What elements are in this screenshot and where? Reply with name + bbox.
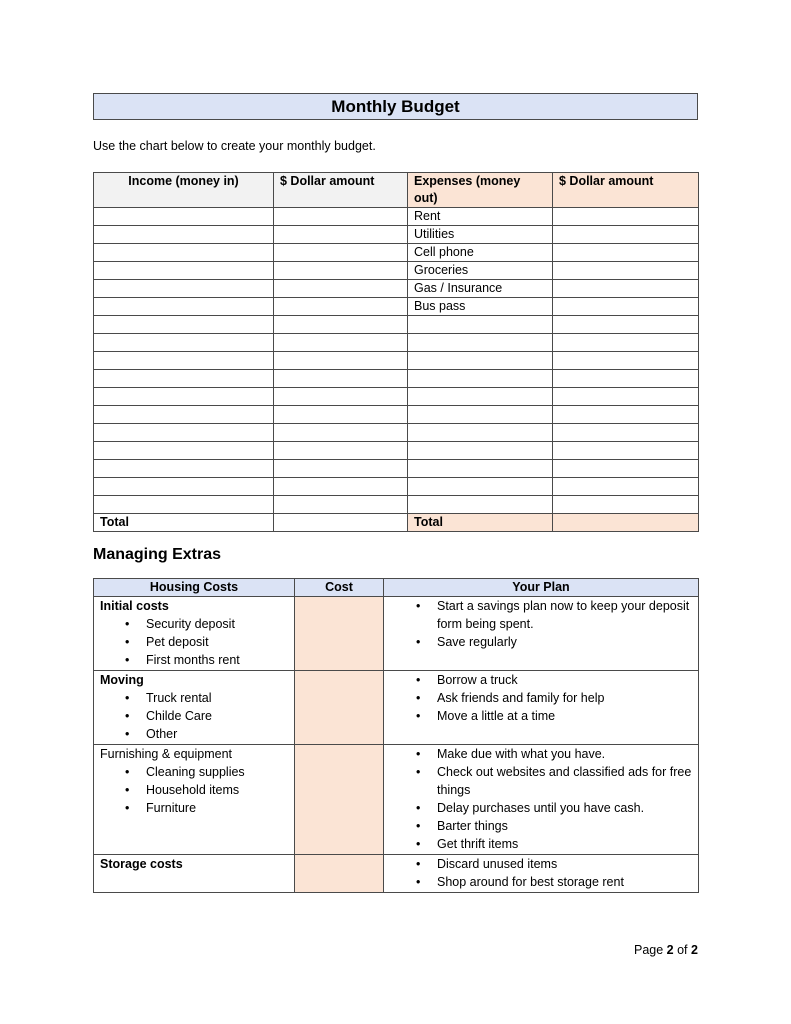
expense-cell: Gas / Insurance	[408, 280, 553, 298]
income-cell	[94, 496, 274, 514]
plan-item: • Get thrift items	[437, 835, 692, 853]
expense-cell	[408, 352, 553, 370]
expense-cell: Rent	[408, 208, 553, 226]
cost-item: • Childe Care	[146, 707, 288, 725]
income-amount-cell	[274, 352, 408, 370]
expense-total-label: Total	[408, 514, 553, 532]
budget-row	[94, 370, 699, 388]
expense-cell: Bus pass	[408, 298, 553, 316]
housing-costs-header: Housing Costs	[94, 579, 295, 597]
expense-cell: Groceries	[408, 262, 553, 280]
plan-item: • Barter things	[437, 817, 692, 835]
income-amount-cell	[274, 460, 408, 478]
income-amount-cell	[274, 316, 408, 334]
expense-cell	[408, 424, 553, 442]
income-cell	[94, 298, 274, 316]
expense-amount-cell	[553, 496, 699, 514]
section-title-managing-extras: Managing Extras	[93, 546, 222, 563]
income-amount-cell	[274, 298, 408, 316]
cost-item-list	[100, 689, 288, 743]
plan-list	[390, 745, 692, 853]
category-label: Initial costs	[100, 599, 169, 613]
budget-row	[94, 496, 699, 514]
expense-amount-cell	[553, 208, 699, 226]
income-cell	[94, 388, 274, 406]
expense-amount-cell	[553, 262, 699, 280]
page-number	[634, 943, 698, 957]
income-amount-cell	[274, 226, 408, 244]
expense-total-amount	[553, 514, 699, 532]
cost-cell	[295, 597, 384, 671]
income-cell	[94, 226, 274, 244]
plan-item: • Move a little at a time	[437, 707, 692, 725]
page-title: Monthly Budget	[93, 93, 698, 120]
income-cell	[94, 334, 274, 352]
income-cell	[94, 406, 274, 424]
budget-row	[94, 352, 699, 370]
income-cell	[94, 460, 274, 478]
expense-amount-cell	[553, 298, 699, 316]
plan-item: • Borrow a truck	[437, 671, 692, 689]
income-amount-cell	[274, 442, 408, 460]
plan-item: • Ask friends and family for help	[437, 689, 692, 707]
plan-cell	[384, 671, 699, 745]
expense-amount-cell	[553, 226, 699, 244]
page-current: 2	[666, 943, 674, 957]
income-cell	[94, 280, 274, 298]
expense-amount-cell	[553, 244, 699, 262]
cost-cell	[295, 855, 384, 893]
plan-cell	[384, 597, 699, 671]
cost-item-list	[100, 615, 288, 669]
income-cell	[94, 244, 274, 262]
income-cell	[94, 424, 274, 442]
budget-row	[94, 478, 699, 496]
cost-item: • Pet deposit	[146, 633, 288, 651]
income-amount-cell	[274, 208, 408, 226]
income-amount-cell	[274, 406, 408, 424]
income-header: Income (money in)	[94, 173, 274, 208]
income-amount-cell	[274, 388, 408, 406]
budget-row	[94, 460, 699, 478]
income-total-label: Total	[94, 514, 274, 532]
budget-row	[94, 208, 699, 226]
cost-cell	[295, 745, 384, 855]
managing-extras-table	[93, 578, 699, 893]
extras-row	[94, 855, 699, 893]
expense-cell: Cell phone	[408, 244, 553, 262]
plan-item: • Start a savings plan now to keep your deposit form being spent.	[437, 597, 692, 633]
expense-amount-cell	[553, 316, 699, 334]
expense-cell	[408, 460, 553, 478]
income-amount-header: $ Dollar amount	[274, 173, 408, 208]
extras-row	[94, 597, 699, 671]
budget-row	[94, 280, 699, 298]
plan-item: • Check out websites and classified ads for free things	[437, 763, 692, 799]
income-amount-cell	[274, 370, 408, 388]
budget-table	[93, 172, 699, 532]
budget-row	[94, 226, 699, 244]
housing-cost-cell	[94, 597, 295, 671]
income-amount-cell	[274, 424, 408, 442]
plan-item: • Save regularly	[437, 633, 692, 651]
housing-cost-cell	[94, 671, 295, 745]
expenses-header: Expenses (money out)	[408, 173, 553, 208]
expense-amount-cell	[553, 352, 699, 370]
page-of: of	[673, 943, 691, 957]
income-cell	[94, 442, 274, 460]
category-label: Moving	[100, 673, 144, 687]
expense-cell	[408, 478, 553, 496]
cost-item: • Household items	[146, 781, 288, 799]
page-prefix: Page	[634, 943, 667, 957]
extras-row	[94, 671, 699, 745]
income-cell	[94, 208, 274, 226]
category-label: Storage costs	[100, 857, 183, 871]
budget-row	[94, 262, 699, 280]
category-label: Furnishing & equipment	[100, 747, 233, 761]
income-cell	[94, 316, 274, 334]
plan-item: • Shop around for best storage rent	[437, 873, 692, 891]
income-amount-cell	[274, 244, 408, 262]
cost-item: • Other	[146, 725, 288, 743]
plan-item: • Discard unused items	[437, 855, 692, 873]
expense-amount-cell	[553, 478, 699, 496]
budget-row	[94, 334, 699, 352]
cost-item: • Truck rental	[146, 689, 288, 707]
expense-amount-cell	[553, 406, 699, 424]
expense-cell	[408, 388, 553, 406]
expense-cell	[408, 442, 553, 460]
cost-item-list	[100, 763, 288, 817]
expense-cell	[408, 496, 553, 514]
expenses-amount-header: $ Dollar amount	[553, 173, 699, 208]
cost-item: • First months rent	[146, 651, 288, 669]
income-amount-cell	[274, 334, 408, 352]
plan-list	[390, 671, 692, 725]
budget-row	[94, 442, 699, 460]
cost-item: • Security deposit	[146, 615, 288, 633]
expense-amount-cell	[553, 424, 699, 442]
expense-cell	[408, 316, 553, 334]
budget-row	[94, 424, 699, 442]
plan-item: • Make due with what you have.	[437, 745, 692, 763]
budget-row	[94, 298, 699, 316]
page-total: 2	[691, 943, 698, 957]
expense-amount-cell	[553, 370, 699, 388]
plan-cell	[384, 745, 699, 855]
budget-row	[94, 316, 699, 334]
extras-row	[94, 745, 699, 855]
expense-amount-cell	[553, 442, 699, 460]
budget-row	[94, 244, 699, 262]
intro-text: Use the chart below to create your monthly budget.	[93, 139, 376, 153]
income-amount-cell	[274, 280, 408, 298]
cost-header: Cost	[295, 579, 384, 597]
income-amount-cell	[274, 496, 408, 514]
extras-header-row	[94, 579, 699, 597]
income-cell	[94, 352, 274, 370]
your-plan-header: Your Plan	[384, 579, 699, 597]
plan-list	[390, 597, 692, 651]
budget-total-row	[94, 514, 699, 532]
plan-item: • Delay purchases until you have cash.	[437, 799, 692, 817]
cost-item: • Cleaning supplies	[146, 763, 288, 781]
expense-cell	[408, 406, 553, 424]
expense-amount-cell	[553, 334, 699, 352]
cost-cell	[295, 671, 384, 745]
expense-amount-cell	[553, 280, 699, 298]
housing-cost-cell	[94, 745, 295, 855]
income-cell	[94, 370, 274, 388]
budget-row	[94, 388, 699, 406]
plan-cell	[384, 855, 699, 893]
plan-list	[390, 855, 692, 891]
expense-cell	[408, 334, 553, 352]
expense-amount-cell	[553, 388, 699, 406]
income-cell	[94, 478, 274, 496]
income-amount-cell	[274, 478, 408, 496]
income-total-amount	[274, 514, 408, 532]
budget-header-row	[94, 173, 699, 208]
income-cell	[94, 262, 274, 280]
housing-cost-cell	[94, 855, 295, 893]
expense-cell: Utilities	[408, 226, 553, 244]
expense-amount-cell	[553, 460, 699, 478]
expense-cell	[408, 370, 553, 388]
cost-item: • Furniture	[146, 799, 288, 817]
income-amount-cell	[274, 262, 408, 280]
budget-row	[94, 406, 699, 424]
